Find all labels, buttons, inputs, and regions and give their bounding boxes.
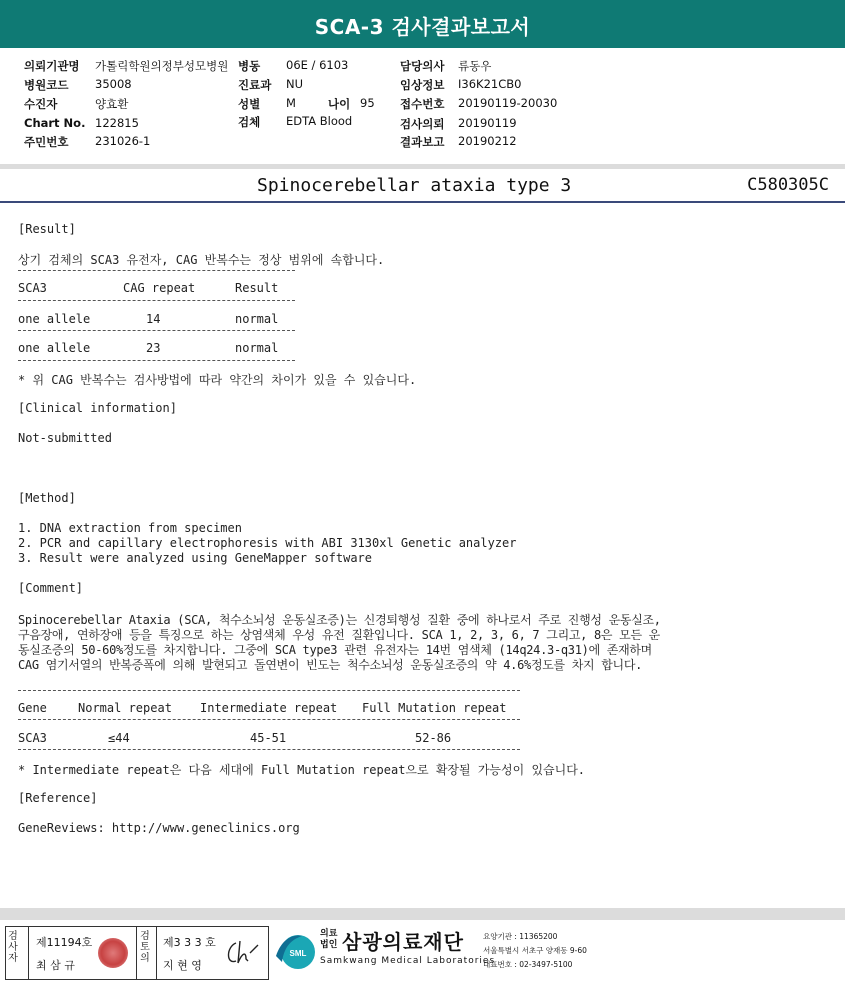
comment-line: CAG 염기서열의 반복증폭에 의해 발현되고 돌연변이 빈도는 척수소뇌성 운동실조증의 약 4.6%정도를 차지 합니다. — [18, 658, 643, 672]
logo-text: SML — [289, 949, 307, 958]
result-row-result: normal — [235, 341, 279, 355]
sex-label: 성별 — [238, 97, 261, 111]
hospital-code-label: 병원코드 — [24, 78, 69, 92]
confirmer-label: 검토의 — [140, 931, 150, 964]
chart-no-label: Chart No. — [24, 116, 86, 130]
report-title: SCA-3 검사결과보고서 — [0, 0, 845, 48]
repeat-table-rule — [18, 749, 520, 750]
repeat-row-gene: SCA3 — [18, 731, 47, 745]
repeat-row-normal: ≤44 — [108, 731, 130, 745]
clinical-text: Not-submitted — [18, 431, 112, 445]
org-address: 서울특별시 서초구 양재동 9-60 — [483, 946, 587, 955]
result-row-result: normal — [235, 312, 279, 326]
signature-box — [5, 926, 269, 980]
receipt-number-value: 20190119-20030 — [458, 96, 558, 110]
clinical-heading: [Clinical information] — [18, 401, 177, 415]
signature-divider — [28, 927, 29, 979]
comment-line: 동실조증의 50-60%정도를 차지합니다. 그중에 SCA type3 관련 유전자는 14번 염색체 (14q24.3-q31)에 존재하며 — [18, 643, 652, 657]
report-footer — [0, 920, 845, 990]
test-request-value: 20190119 — [458, 116, 517, 130]
document-title: Spinocerebellar ataxia type 3 — [257, 175, 572, 196]
result-col-gene: SCA3 — [18, 281, 47, 295]
age-value: 95 — [360, 96, 375, 110]
result-note: * 위 CAG 반복수는 검사방법에 따라 약간의 차이가 있을 수 있습니다. — [18, 373, 417, 387]
result-table-rule — [18, 360, 295, 361]
comment-line: Spinocerebellar Ataxia (SCA, 척수소뇌성 운동실조증)는 신경퇴행성 질환 중에 하나로서 주로 진행성 운동실조, — [18, 613, 661, 627]
clinical-info-value: I36K21CB0 — [458, 77, 522, 91]
collector-value: 양효환 — [95, 97, 129, 111]
specimen-value: EDTA Blood — [286, 114, 353, 128]
repeat-col-intermediate: Intermediate repeat — [200, 701, 338, 715]
signature-divider — [136, 927, 137, 979]
inspector-label: 검사자 — [8, 931, 18, 964]
result-table-rule — [18, 270, 295, 271]
result-row-allele: one allele — [18, 341, 91, 355]
org-english-name: Samkwang Medical Laboratories — [320, 956, 496, 966]
comment-heading: [Comment] — [18, 581, 84, 595]
result-table-rule — [18, 300, 295, 301]
confirmer-license: 제3 3 3 호 — [163, 936, 216, 949]
org-phone: 대표번호 : 02-3497-5100 — [483, 960, 573, 969]
resident-number-value: 231026-1 — [95, 134, 151, 148]
org-type-line: 법인 — [320, 940, 338, 950]
result-row-allele: one allele — [18, 312, 91, 326]
document-title-bar — [0, 169, 845, 203]
result-col-result: Result — [235, 281, 279, 295]
hospital-code-value: 35008 — [95, 77, 132, 91]
org-type-line: 의료 — [320, 929, 338, 939]
signature-divider — [156, 927, 157, 979]
footer-separator — [0, 908, 845, 920]
result-heading: [Result] — [18, 222, 76, 236]
sml-logo-icon — [272, 928, 316, 972]
attending-doctor-value: 류동우 — [458, 59, 492, 73]
specimen-label: 검체 — [238, 115, 261, 129]
chart-no-value: 122815 — [95, 116, 139, 130]
repeat-col-normal: Normal repeat — [78, 701, 172, 715]
department-value: NU — [286, 77, 304, 91]
patient-info-header — [0, 48, 845, 164]
reference-text: GeneReviews: http://www.geneclinics.org — [18, 821, 300, 835]
method-item: 2. PCR and capillary electrophoresis with ABI 3130xl Genetic analyzer — [18, 536, 517, 550]
inspector-name: 최 삼 규 — [36, 959, 75, 972]
ward-label: 병동 — [238, 59, 261, 73]
receipt-number-label: 접수번호 — [400, 97, 445, 111]
attending-doctor-label: 담당의사 — [400, 59, 445, 73]
result-table-rule — [18, 330, 295, 331]
result-report-value: 20190212 — [458, 134, 517, 148]
method-item: 3. Result were analyzed using GeneMapper software — [18, 551, 373, 565]
repeat-col-gene: Gene — [18, 701, 47, 715]
requesting-institution-value: 가톨릭학원의정부성모병원 — [95, 59, 229, 73]
repeat-col-full: Full Mutation repeat — [362, 701, 507, 715]
method-heading: [Method] — [18, 491, 76, 505]
reference-heading: [Reference] — [18, 791, 98, 805]
age-label: 나이 — [328, 97, 351, 111]
sex-value: M — [286, 96, 296, 110]
test-request-label: 검사의뢰 — [400, 117, 445, 131]
result-col-repeat: CAG repeat — [123, 281, 196, 295]
requesting-institution-label: 의뢰기관명 — [24, 59, 80, 73]
result-row-repeat: 23 — [146, 341, 161, 355]
org-name: 삼광의료재단 — [342, 930, 464, 954]
collector-label: 수진자 — [24, 97, 58, 111]
confirmer-name: 지 현 영 — [163, 959, 202, 972]
repeat-table-rule — [18, 690, 520, 691]
document-code: C580305C — [747, 175, 829, 195]
result-summary: 상기 검체의 SCA3 유전자, CAG 반복수는 정상 범위에 속합니다. — [18, 253, 385, 267]
care-institution-number: 요양기관 : 11365200 — [483, 932, 558, 941]
result-row-repeat: 14 — [146, 312, 161, 326]
inspector-seal — [98, 938, 128, 968]
resident-number-label: 주민번호 — [24, 135, 69, 149]
title-underline — [0, 201, 845, 203]
clinical-info-label: 임상정보 — [400, 78, 445, 92]
inspector-license: 제11194호 — [36, 936, 93, 949]
org-type — [320, 929, 337, 951]
result-report-label: 결과보고 — [400, 135, 445, 149]
repeat-row-intermediate: 45-51 — [250, 731, 287, 745]
ward-value: 06E / 6103 — [286, 58, 349, 72]
comment-note: * Intermediate repeat은 다음 세대에 Full Mutation repeat으로 확장될 가능성이 있습니다. — [18, 763, 586, 777]
repeat-table-rule — [18, 719, 520, 720]
department-label: 진료과 — [238, 78, 272, 92]
confirmer-signature — [224, 937, 260, 969]
repeat-row-full: 52-86 — [415, 731, 452, 745]
comment-line: 구음장애, 연하장애 등을 특징으로 하는 상염색체 우성 유전 질환입니다. SCA 1, 2, 3, 6, 7 그리고, 8은 모든 운 — [18, 628, 660, 642]
method-item: 1. DNA extraction from specimen — [18, 521, 242, 535]
